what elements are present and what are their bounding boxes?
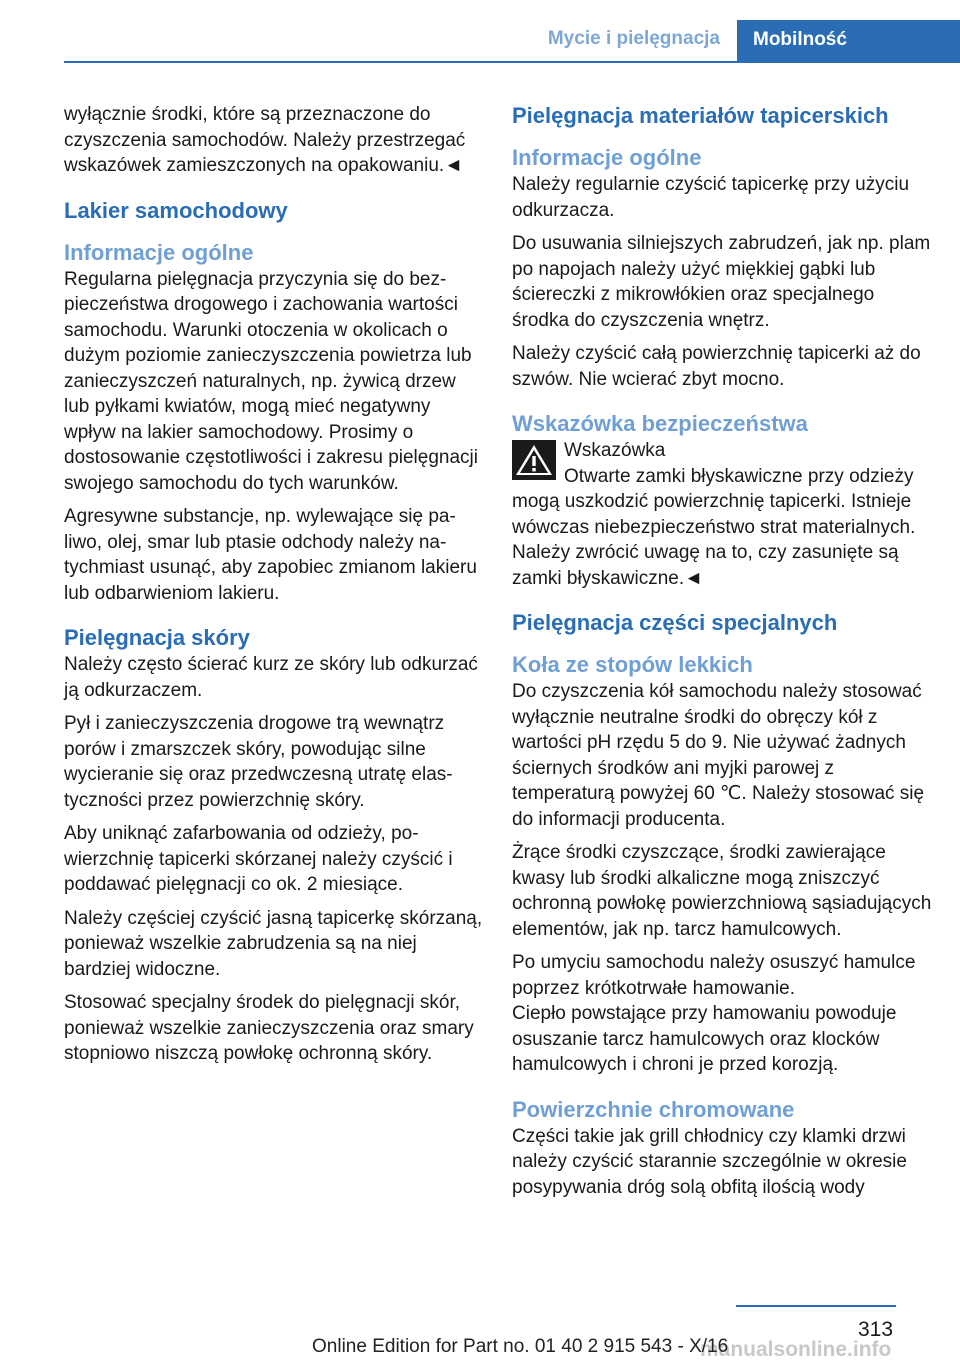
footer-rule — [736, 1305, 896, 1307]
intro-paragraph: wyłącznie środki, które są przeznaczone do czyszczenia samochodów. Należy przestrzegać wskazówek zamieszczonych na opakowaniu.◄ — [64, 104, 466, 176]
skora-paragraph-1: Należy często ścierać kurz ze skóry lub odkurzać ją odkurzaczem. — [64, 654, 478, 701]
wheels-paragraph-3a: Po umyciu samochodu należy osuszyć hamulce poprzez krótkotrwałe hamowanie. — [512, 952, 916, 999]
subheading-chrome: Powierzchnie chromowane — [512, 1096, 795, 1122]
subheading-wheels: Koła ze stopów lekkich — [512, 652, 753, 677]
subheading-safety: Wskazówka bezpieczeństwa — [512, 411, 808, 436]
right-column — [512, 102, 932, 1208]
lakier-paragraph-1: Regularna pielęgnacja przyczynia się do bezpieczeństwa drogowego i zachowania wartości samochodu. Warunki otoczenia w okolicach o dużym poziomie zanieczyszczenia powietrza lub zanieczyszczeń naturalnych, np. żywicą drzew lub pyłkami kwiatów, mogą mieć negatywny wpływ na lakier samochodowy. Prosimy o dostosowanie częstotliwości i zakresu pielęgnacji swojego samochodu do tych warunków. — [64, 268, 478, 494]
warning-triangle-icon — [512, 440, 556, 480]
warning-text: mogą uszkodzić powierzchnię tapicerki. Istnieje wówczas niebezpieczeństwo strat materialnych. Należy zwrócić uwagę na to, czy zasunięte są zamki błyskawiczne.◄ — [512, 491, 916, 589]
page-number: 313 — [858, 1318, 894, 1341]
lakier-paragraph-2: Agresywne substancje, np. wylewające się paliwo, olej, smar lub ptasie odchody należy natychmiast usunąć, aby zapobiec zmianom lakieru lub odbarwieniom lakieru. — [64, 506, 477, 604]
skora-paragraph-3: Aby uniknąć zafarbowania od odzieży, powierzchnię tapicerki skórzanej należy czyścić i poddawać pielęgnacji co ok. 2 miesiące. — [64, 823, 453, 895]
page-header — [0, 0, 960, 62]
skora-paragraph-2: Pył i zanieczyszczenia drogowe trą wewnątrz porów i zmarszczek skóry, powodując silne wycieranie się oraz przedwczesną utratę elastyczności przez powierzchnię skóry. — [64, 713, 453, 811]
header-tab-mobilnosc: Mobilność — [737, 20, 960, 62]
header-section-title: Mycie i pielęgnacja — [547, 28, 720, 49]
left-column — [64, 102, 484, 1075]
tapicer-paragraph-3: Należy czyścić całą powierzchnię tapicerki aż do szwów. Nie wcierać zbyt mocno. — [512, 343, 921, 390]
warning-title: Wskazówka — [564, 440, 666, 461]
chrome-paragraph-1: Części takie jak grill chłodnicy czy klamki drzwi należy czyścić starannie szczególnie w okresie posypywania dróg solą obfitą ilością wody — [512, 1125, 907, 1198]
skora-paragraph-5: Stosować specjalny środek do pielęgnacji skór, ponieważ wszelkie zanieczyszczenia oraz smary stopniowo niszczą powłokę ochronną skóry. — [64, 992, 474, 1064]
wheels-paragraph-2: Żrące środki czyszczące, środki zawierające kwasy lub środki alkaliczne mogą zniszczyć ochronną powłokę powierzchniową sąsiadujących elementów, jak np. tarcz hamulcowych. — [512, 842, 932, 940]
heading-tapicer: Pielęgnacja materiałów tapicerskich — [512, 103, 889, 128]
skora-paragraph-4: Należy częściej czyścić jasną tapicerkę skórzaną, ponieważ wszelkie zabrudzenia są na niej bardziej widoczne. — [64, 907, 483, 980]
warning-text-first-line: Otwarte zamki błyskawiczne przy odzieży — [564, 465, 914, 487]
header-rule — [64, 61, 960, 63]
subheading-lakier-info: Informacje ogólne — [64, 239, 254, 265]
heading-special-parts: Pielęgnacja części specjalnych — [512, 610, 838, 635]
watermark: manualsonline.info — [700, 1338, 892, 1361]
subheading-tapicer-info: Informacje ogólne — [512, 145, 702, 170]
footer-edition-text: Online Edition for Part no. 01 40 2 915 543 - X/16 — [312, 1336, 729, 1357]
tapicer-paragraph-1: Należy regularnie czyścić tapicerkę przy użyciu odkurzacza. — [512, 174, 910, 221]
tapicer-paragraph-2: Do usuwania silniejszych zabrudzeń, jak np. plam po napojach należy użyć miękkiej gąbki lub ściereczki z mikrowłókien oraz specjalnego środka do czyszczenia wnętrz. — [512, 233, 931, 331]
wheels-paragraph-1: Do czyszczenia kół samochodu należy stosować wyłącznie neutralne środki do obręczy kół z wartości pH rzędu 5 do 9. Nie używać żadnych ściernych środków ani myjki parowej z temperaturą powyżej 60 ℃. Należy stosować się do informacji producenta. — [512, 681, 925, 830]
warning-box — [512, 438, 932, 591]
wheels-paragraph-3b: Ciepło powstające przy hamowaniu powoduje osuszanie tarcz hamulcowych oraz klocków hamulcowych i chroni je przed korozją. — [512, 1003, 897, 1075]
heading-skora: Pielęgnacja skóry — [64, 625, 250, 650]
heading-lakier: Lakier samochodowy — [64, 197, 288, 223]
